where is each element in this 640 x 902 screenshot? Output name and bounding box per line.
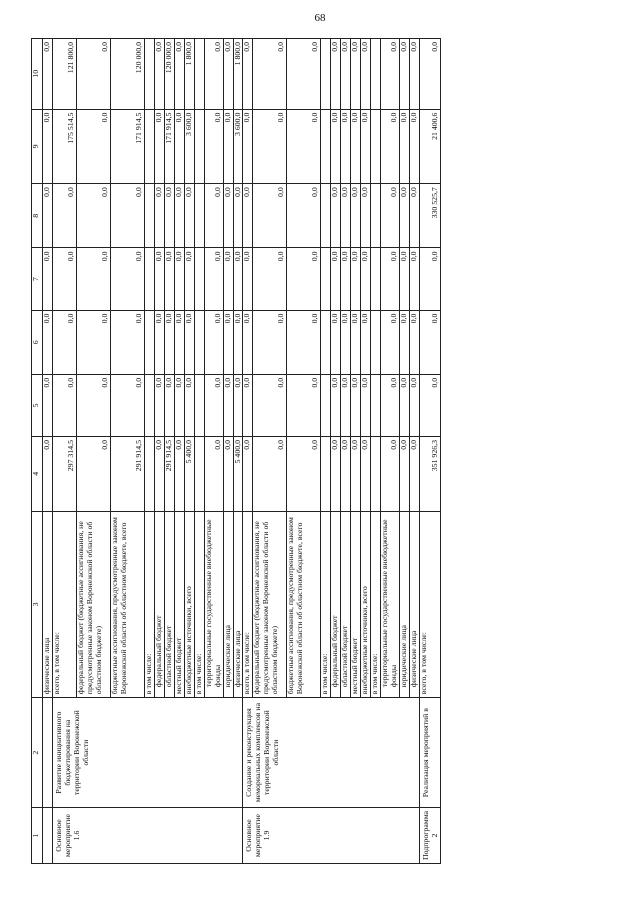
value-cell: 0,0 bbox=[110, 374, 144, 436]
measure-code-cell bbox=[43, 808, 53, 864]
value-cell bbox=[194, 310, 204, 374]
value-cell bbox=[194, 248, 204, 310]
value-cell: 175 514,5 bbox=[52, 109, 76, 184]
funding-source-cell: физические лица bbox=[43, 511, 53, 698]
funding-source-cell: в том числе: bbox=[144, 511, 154, 698]
funding-source-cell: местный бюджет bbox=[351, 511, 361, 698]
funding-source-cell: территориальные государственные внебюджетные фонды bbox=[381, 511, 400, 698]
value-cell: 0,0 bbox=[351, 374, 361, 436]
value-cell: 0,0 bbox=[253, 310, 287, 374]
value-cell: 0,0 bbox=[341, 39, 351, 110]
funding-source-cell: юридические лица bbox=[400, 511, 410, 698]
value-cell bbox=[321, 109, 331, 184]
value-cell: 0,0 bbox=[223, 374, 233, 436]
value-cell: 0,0 bbox=[223, 248, 233, 310]
value-cell: 0,0 bbox=[341, 184, 351, 248]
value-cell: 0,0 bbox=[410, 310, 420, 374]
value-cell: 0,0 bbox=[233, 310, 243, 374]
col-header-9: 9 bbox=[32, 109, 43, 184]
funding-source-cell: всего, в том числе: bbox=[243, 511, 253, 698]
value-cell: 0,0 bbox=[331, 437, 341, 512]
value-cell: 0,0 bbox=[361, 39, 371, 110]
value-cell: 0,0 bbox=[419, 310, 440, 374]
value-cell: 0,0 bbox=[253, 437, 287, 512]
value-cell: 0,0 bbox=[331, 310, 341, 374]
value-cell: 0,0 bbox=[287, 184, 321, 248]
value-cell: 0,0 bbox=[223, 184, 233, 248]
value-cell: 291 914,5 bbox=[164, 437, 174, 512]
value-cell: 0,0 bbox=[184, 248, 194, 310]
value-cell: 5 400,0 bbox=[184, 437, 194, 512]
value-cell: 0,0 bbox=[184, 310, 194, 374]
value-cell: 0,0 bbox=[154, 310, 164, 374]
value-cell: 1 800,0 bbox=[233, 39, 243, 110]
value-cell: 0,0 bbox=[331, 248, 341, 310]
value-cell: 0,0 bbox=[154, 109, 164, 184]
value-cell: 0,0 bbox=[174, 374, 184, 436]
value-cell: 0,0 bbox=[400, 39, 410, 110]
value-cell: 0,0 bbox=[43, 310, 53, 374]
funding-source-cell: физические лица bbox=[410, 511, 420, 698]
rotated-table-container bbox=[31, 38, 609, 864]
value-cell: 0,0 bbox=[52, 374, 76, 436]
value-cell: 0,0 bbox=[164, 248, 174, 310]
value-cell: 0,0 bbox=[351, 184, 361, 248]
funding-source-cell: федеральный бюджет bbox=[331, 511, 341, 698]
value-cell: 0,0 bbox=[243, 184, 253, 248]
measure-title-cell bbox=[43, 698, 53, 808]
value-cell: 0,0 bbox=[110, 248, 144, 310]
value-cell: 351 926,3 bbox=[419, 437, 440, 512]
value-cell: 0,0 bbox=[110, 310, 144, 374]
value-cell: 297 314,5 bbox=[52, 437, 76, 512]
col-header-5: 5 bbox=[32, 374, 43, 436]
page-number: 68 bbox=[314, 12, 326, 24]
value-cell: 0,0 bbox=[174, 39, 184, 110]
value-cell bbox=[144, 109, 154, 184]
funding-source-cell: физические лица bbox=[233, 511, 243, 698]
value-cell: 0,0 bbox=[52, 184, 76, 248]
funding-source-cell: областной бюджет bbox=[164, 511, 174, 698]
value-cell: 0,0 bbox=[351, 109, 361, 184]
value-cell: 0,0 bbox=[223, 109, 233, 184]
table-row bbox=[43, 39, 53, 864]
value-cell bbox=[194, 437, 204, 512]
value-cell: 0,0 bbox=[287, 248, 321, 310]
value-cell: 0,0 bbox=[223, 39, 233, 110]
value-cell: 0,0 bbox=[76, 374, 110, 436]
value-cell: 0,0 bbox=[43, 248, 53, 310]
value-cell: 0,0 bbox=[351, 248, 361, 310]
measure-title-cell: Реализация мероприятий в bbox=[419, 698, 440, 808]
value-cell: 0,0 bbox=[204, 248, 223, 310]
value-cell: 0,0 bbox=[243, 248, 253, 310]
value-cell bbox=[194, 374, 204, 436]
col-header-3: 3 bbox=[32, 511, 43, 698]
value-cell: 0,0 bbox=[341, 437, 351, 512]
value-cell bbox=[144, 184, 154, 248]
value-cell: 171 914,5 bbox=[164, 109, 174, 184]
table-row bbox=[419, 39, 440, 864]
value-cell: 0,0 bbox=[76, 310, 110, 374]
funding-source-cell: юридические лица bbox=[223, 511, 233, 698]
value-cell: 330 525,7 bbox=[419, 184, 440, 248]
table-row bbox=[52, 39, 76, 864]
value-cell: 0,0 bbox=[400, 437, 410, 512]
value-cell bbox=[144, 374, 154, 436]
value-cell: 0,0 bbox=[400, 184, 410, 248]
value-cell bbox=[371, 39, 381, 110]
value-cell: 0,0 bbox=[204, 374, 223, 436]
value-cell: 0,0 bbox=[331, 374, 341, 436]
value-cell: 0,0 bbox=[381, 184, 400, 248]
value-cell: 0,0 bbox=[154, 248, 164, 310]
value-cell: 0,0 bbox=[52, 310, 76, 374]
value-cell: 0,0 bbox=[164, 184, 174, 248]
value-cell: 0,0 bbox=[243, 109, 253, 184]
value-cell: 0,0 bbox=[381, 248, 400, 310]
funding-source-cell: всего, в том числе: bbox=[419, 511, 440, 698]
value-cell: 0,0 bbox=[174, 248, 184, 310]
value-cell: 0,0 bbox=[154, 39, 164, 110]
funding-source-cell: всего, в том числе: bbox=[52, 511, 76, 698]
value-cell: 0,0 bbox=[410, 374, 420, 436]
value-cell: 0,0 bbox=[174, 109, 184, 184]
value-cell: 0,0 bbox=[204, 437, 223, 512]
value-cell: 0,0 bbox=[223, 310, 233, 374]
funding-source-cell: территориальные государственные внебюджетные фонды bbox=[204, 511, 223, 698]
value-cell: 0,0 bbox=[233, 374, 243, 436]
funding-source-cell: федеральный бюджет (бюджетные ассигнования, не предусмотренные законом Воронежской области об областном бюджете) bbox=[253, 511, 287, 698]
measure-code-cell: Подпрограмма 2 bbox=[419, 808, 440, 864]
value-cell: 0,0 bbox=[419, 248, 440, 310]
value-cell: 0,0 bbox=[43, 437, 53, 512]
measure-code-cell: Основное мероприятие 1.9 bbox=[243, 808, 419, 864]
value-cell: 0,0 bbox=[419, 39, 440, 110]
value-cell: 0,0 bbox=[76, 39, 110, 110]
value-cell bbox=[144, 310, 154, 374]
value-cell bbox=[371, 437, 381, 512]
value-cell: 0,0 bbox=[43, 374, 53, 436]
col-header-10: 10 bbox=[32, 39, 43, 110]
value-cell: 3 600,0 bbox=[184, 109, 194, 184]
col-header-4: 4 bbox=[32, 437, 43, 512]
value-cell: 0,0 bbox=[381, 39, 400, 110]
value-cell: 0,0 bbox=[253, 248, 287, 310]
measure-title-cell: Развитие инициативного бюджетирования на территории Воронежской области bbox=[52, 698, 243, 808]
funding-source-cell: бюджетные ассигнования, предусмотренные законом Воронежской области об областном бюджете, всего bbox=[110, 511, 144, 698]
value-cell: 0,0 bbox=[253, 39, 287, 110]
value-cell bbox=[321, 374, 331, 436]
value-cell bbox=[321, 184, 331, 248]
value-cell: 0,0 bbox=[243, 310, 253, 374]
value-cell: 0,0 bbox=[361, 310, 371, 374]
funding-source-cell: в том числе: bbox=[371, 511, 381, 698]
value-cell: 0,0 bbox=[204, 184, 223, 248]
value-cell: 0,0 bbox=[361, 248, 371, 310]
value-cell: 0,0 bbox=[331, 184, 341, 248]
table-row bbox=[243, 39, 253, 864]
value-cell: 0,0 bbox=[410, 109, 420, 184]
col-header-6: 6 bbox=[32, 310, 43, 374]
value-cell: 0,0 bbox=[287, 374, 321, 436]
value-cell: 0,0 bbox=[400, 109, 410, 184]
value-cell: 0,0 bbox=[253, 184, 287, 248]
funding-source-cell: областной бюджет bbox=[341, 511, 351, 698]
value-cell bbox=[194, 184, 204, 248]
value-cell: 0,0 bbox=[233, 184, 243, 248]
value-cell bbox=[144, 437, 154, 512]
value-cell bbox=[144, 39, 154, 110]
value-cell: 3 600,0 bbox=[233, 109, 243, 184]
col-header-7: 7 bbox=[32, 248, 43, 310]
value-cell: 0,0 bbox=[410, 184, 420, 248]
value-cell: 171 914,5 bbox=[110, 109, 144, 184]
value-cell: 0,0 bbox=[174, 437, 184, 512]
value-cell: 0,0 bbox=[351, 437, 361, 512]
value-cell bbox=[371, 184, 381, 248]
value-cell: 0,0 bbox=[243, 374, 253, 436]
value-cell: 0,0 bbox=[154, 184, 164, 248]
funding-source-cell: внебюджетные источники, всего bbox=[361, 511, 371, 698]
value-cell: 0,0 bbox=[174, 184, 184, 248]
value-cell bbox=[194, 39, 204, 110]
value-cell: 0,0 bbox=[184, 374, 194, 436]
value-cell: 0,0 bbox=[381, 109, 400, 184]
funding-source-cell: внебюджетные источники, всего bbox=[184, 511, 194, 698]
value-cell: 0,0 bbox=[43, 109, 53, 184]
value-cell: 0,0 bbox=[361, 184, 371, 248]
value-cell: 0,0 bbox=[400, 374, 410, 436]
value-cell: 1 800,0 bbox=[184, 39, 194, 110]
value-cell: 0,0 bbox=[351, 39, 361, 110]
value-cell: 0,0 bbox=[154, 374, 164, 436]
value-cell: 120 000,0 bbox=[164, 39, 174, 110]
value-cell: 0,0 bbox=[76, 437, 110, 512]
value-cell: 0,0 bbox=[287, 310, 321, 374]
value-cell: 0,0 bbox=[331, 39, 341, 110]
value-cell: 0,0 bbox=[243, 437, 253, 512]
value-cell: 0,0 bbox=[253, 374, 287, 436]
value-cell: 0,0 bbox=[204, 109, 223, 184]
value-cell: 0,0 bbox=[110, 184, 144, 248]
value-cell: 120 000,0 bbox=[110, 39, 144, 110]
value-cell: 0,0 bbox=[223, 437, 233, 512]
value-cell: 0,0 bbox=[233, 248, 243, 310]
value-cell: 0,0 bbox=[164, 310, 174, 374]
value-cell bbox=[371, 109, 381, 184]
funding-source-cell: бюджетные ассигнования, предусмотренные законом Воронежской области об областном бюджете, всего bbox=[287, 511, 321, 698]
value-cell: 0,0 bbox=[174, 310, 184, 374]
value-cell bbox=[321, 39, 331, 110]
value-cell bbox=[321, 248, 331, 310]
budget-table bbox=[31, 38, 441, 864]
value-cell: 0,0 bbox=[331, 109, 341, 184]
value-cell: 0,0 bbox=[341, 310, 351, 374]
table-body bbox=[43, 39, 441, 864]
value-cell: 0,0 bbox=[410, 437, 420, 512]
value-cell: 0,0 bbox=[184, 184, 194, 248]
measure-title-cell: Создание и реконструкция мемориальных комплексов на территории Воронежской области bbox=[243, 698, 419, 808]
value-cell: 0,0 bbox=[253, 109, 287, 184]
value-cell: 0,0 bbox=[43, 39, 53, 110]
value-cell: 0,0 bbox=[361, 374, 371, 436]
value-cell: 0,0 bbox=[361, 109, 371, 184]
value-cell: 121 800,0 bbox=[52, 39, 76, 110]
value-cell: 0,0 bbox=[287, 437, 321, 512]
value-cell: 0,0 bbox=[361, 437, 371, 512]
value-cell bbox=[371, 248, 381, 310]
value-cell: 0,0 bbox=[381, 437, 400, 512]
funding-source-cell: в том числе: bbox=[194, 511, 204, 698]
value-cell: 0,0 bbox=[204, 310, 223, 374]
value-cell: 0,0 bbox=[154, 437, 164, 512]
value-cell: 0,0 bbox=[76, 184, 110, 248]
value-cell: 291 914,5 bbox=[110, 437, 144, 512]
funding-source-cell: федеральный бюджет bbox=[154, 511, 164, 698]
value-cell: 0,0 bbox=[381, 374, 400, 436]
value-cell: 0,0 bbox=[52, 248, 76, 310]
value-cell: 0,0 bbox=[164, 374, 174, 436]
value-cell bbox=[194, 109, 204, 184]
value-cell: 0,0 bbox=[243, 39, 253, 110]
value-cell: 0,0 bbox=[287, 109, 321, 184]
value-cell: 5 400,0 bbox=[233, 437, 243, 512]
value-cell: 0,0 bbox=[204, 39, 223, 110]
value-cell: 0,0 bbox=[76, 248, 110, 310]
value-cell bbox=[371, 374, 381, 436]
value-cell: 0,0 bbox=[410, 39, 420, 110]
value-cell bbox=[321, 310, 331, 374]
value-cell: 0,0 bbox=[400, 310, 410, 374]
value-cell: 0,0 bbox=[341, 374, 351, 436]
measure-code-cell: Основное мероприятие 1.6 bbox=[52, 808, 243, 864]
col-header-2: 2 bbox=[32, 698, 43, 808]
value-cell bbox=[371, 310, 381, 374]
value-cell: 0,0 bbox=[351, 310, 361, 374]
value-cell: 0,0 bbox=[419, 374, 440, 436]
value-cell: 0,0 bbox=[287, 39, 321, 110]
value-cell: 0,0 bbox=[410, 248, 420, 310]
col-header-8: 8 bbox=[32, 184, 43, 248]
value-cell: 0,0 bbox=[76, 109, 110, 184]
funding-source-cell: федеральный бюджет (бюджетные ассигнования, не предусмотренные законом Воронежской области об областном бюджете) bbox=[76, 511, 110, 698]
value-cell: 0,0 bbox=[341, 109, 351, 184]
col-header-1: 1 bbox=[32, 808, 43, 864]
table-header bbox=[32, 39, 43, 864]
value-cell: 0,0 bbox=[381, 310, 400, 374]
value-cell: 0,0 bbox=[341, 248, 351, 310]
value-cell: 0,0 bbox=[400, 248, 410, 310]
value-cell: 0,0 bbox=[43, 184, 53, 248]
value-cell bbox=[321, 437, 331, 512]
value-cell: 21 400,6 bbox=[419, 109, 440, 184]
value-cell bbox=[144, 248, 154, 310]
funding-source-cell: местный бюджет bbox=[174, 511, 184, 698]
funding-source-cell: в том числе: bbox=[321, 511, 331, 698]
